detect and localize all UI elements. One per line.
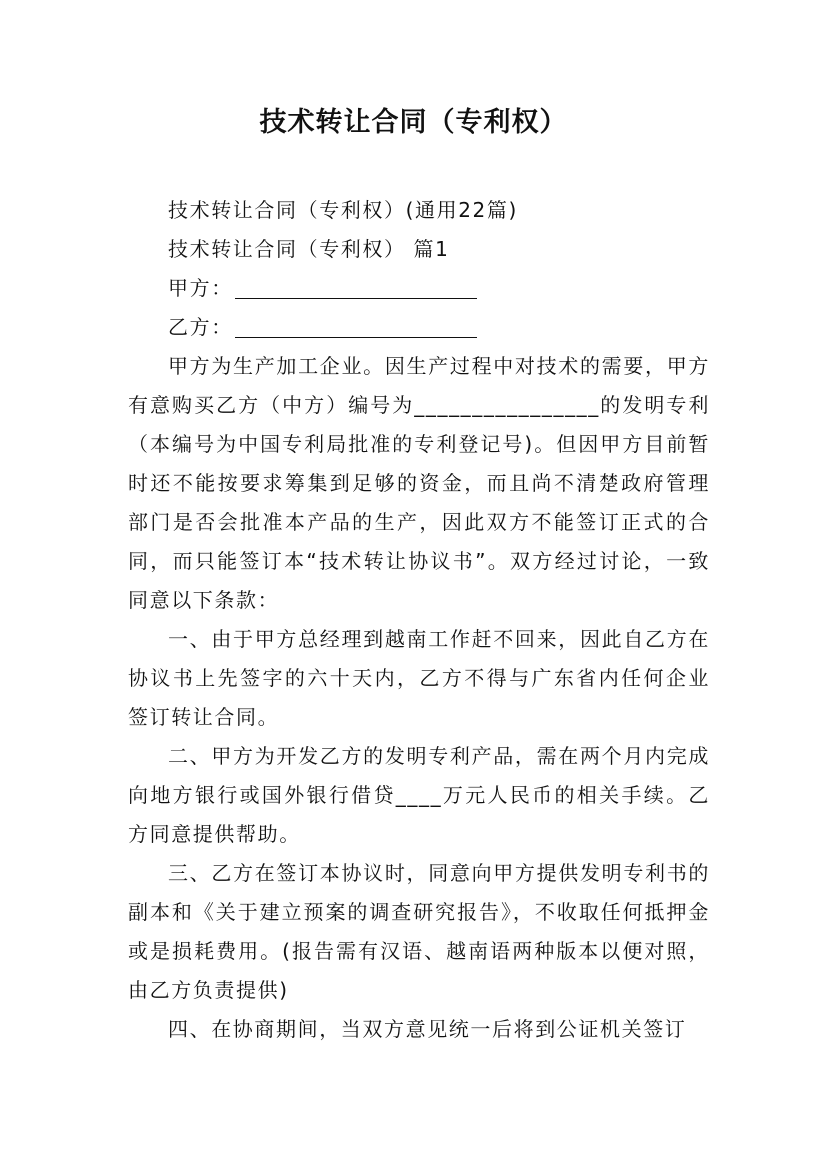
party-a-line <box>128 269 710 308</box>
party-a-label: 甲方： <box>168 276 233 300</box>
subtitle-line: 技术转让合同（专利权）(通用22篇) <box>168 198 518 222</box>
section-heading: 技术转让合同（专利权） 篇1 <box>168 237 450 261</box>
document-body <box>128 191 710 1049</box>
document-title: 技术转让合同（专利权） <box>259 107 568 138</box>
party-a-blank-line <box>235 276 477 299</box>
clause-four: 四、在协商期间，当双方意见统一后将到公证机关签订 <box>168 1017 687 1041</box>
clause-three: 三、乙方在签订本协议时，同意向甲方提供发明专利书的副本和《关于建立预案的调查研究报告》，不收取任何抵押金或是损耗费用。(报告需有汉语、越南语两种版本以便对照，由乙方负责提供) <box>128 861 710 1002</box>
party-b-blank-line <box>235 315 477 338</box>
party-b-line <box>128 308 710 347</box>
clause-one: 一、由于甲方总经理到越南工作赶不回来，因此自乙方在协议书上先签字的六十天内，乙方不得与广东省内任何企业签订转让合同。 <box>128 627 710 729</box>
party-b-label: 乙方： <box>168 315 233 339</box>
intro-paragraph: 甲方为生产加工企业。因生产过程中对技术的需要，甲方有意购买乙方（中方）编号为________________的发明专利（本编号为中国专利局批准的专利登记号)。但因甲方目前暂时还不能按要求筹集到足够的资金，而且尚不清楚政府管理部门是否会批准本产品的生产，因此双方不能签订正式的合同，而只能签订本“技术转让协议书”。双方经过讨论，一致同意以下条款： <box>128 354 710 612</box>
clause-two: 二、甲方为开发乙方的发明专利产品，需在两个月内完成向地方银行或国外银行借贷____万元人民币的相关手续。乙方同意提供帮助。 <box>128 744 710 846</box>
